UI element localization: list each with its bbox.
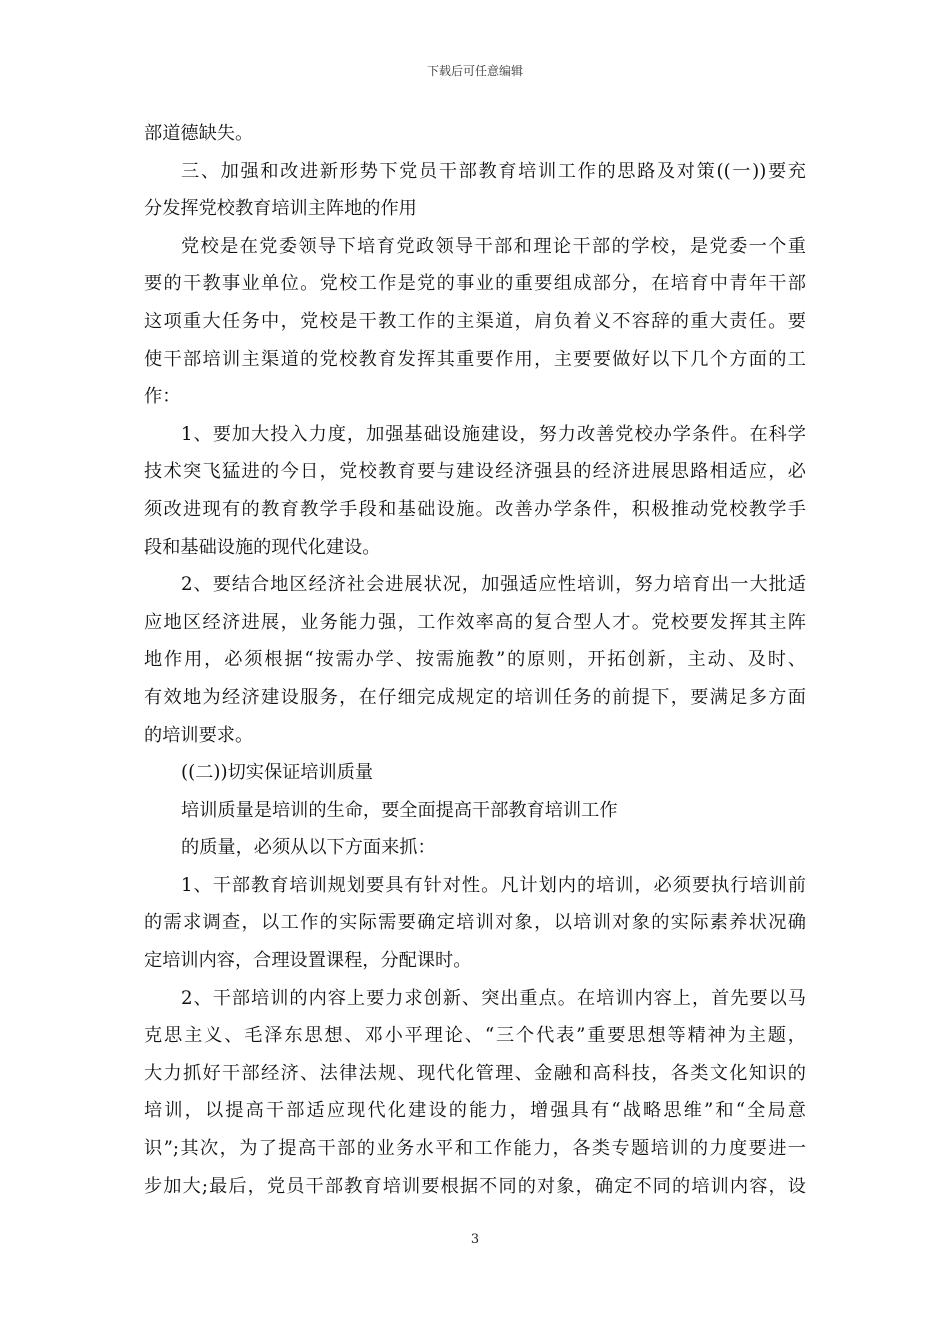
text-line: 须改进现有的教育教学手段和基础设施。改善办学条件，积极推动党校教学手 [144, 498, 806, 520]
text-line: 作： [144, 386, 181, 408]
text-line: 的质量，必须从以下方面来抓： [181, 837, 436, 859]
text-line: 党校是在党委领导下培育党政领导干部和理论干部的学校，是党委一个重 [181, 235, 806, 257]
text-line: 克思主义、毛泽东思想、邓小平理论、“三个代表”重要思想等精神为主题， [144, 1025, 806, 1047]
text-line: 使干部培训主渠道的党校教育发挥其重要作用，主要要做好以下几个方面的工 [144, 348, 806, 370]
text-line: 这项重大任务中，党校是干教工作的主渠道，肩负着义不容辞的重大责任。要 [144, 310, 806, 332]
text-line: 培训，以提高干部适应现代化建设的能力，增强具有“战略思维”和“全局意 [144, 1100, 806, 1122]
text-line: 三、加强和改进新形势下党员干部教育培训工作的思路及对策((一))要充 [181, 160, 806, 182]
text-line: ((二))切实保证培训质量 [181, 762, 374, 784]
text-line: 步加大;最后，党员干部教育培训要根据不同的对象，确定不同的培训内容，设 [144, 1175, 806, 1197]
text-line: 的需求调查，以工作的实际需要确定培训对象，以培训对象的实际素养状况确 [144, 912, 806, 934]
text-line: 部道德缺失。 [144, 123, 254, 144]
text-line: 1、干部教育培训规划要具有针对性。凡计划内的培训，必须要执行培训前 [181, 874, 806, 896]
text-line: 有效地为经济建设服务，在仔细完成规定的培训任务的前提下，要满足多方面 [144, 686, 806, 708]
text-line: 地作用，必须根据“按需办学、按需施教”的原则，开拓创新，主动、及时、 [144, 649, 806, 671]
text-line: 段和基础设施的现代化建设。 [144, 536, 381, 558]
document-body [144, 115, 806, 1205]
text-line: 定培训内容，合理设置课程，分配课时。 [144, 950, 472, 972]
text-line: 应地区经济进展，业务能力强，工作效率高的复合型人才。党校要发挥其主阵 [144, 611, 806, 633]
page-header: 下载后可任意编辑 [426, 64, 523, 78]
text-line: 大力抓好干部经济、法律法规、现代化管理、金融和高科技，各类文化知识的 [144, 1062, 806, 1084]
text-line: 识”;其次，为了提高干部的业务水平和工作能力，各类专题培训的力度要进一 [144, 1138, 806, 1160]
text-line: 要的干教事业单位。党校工作是党的事业的重要组成部分，在培育中青年干部 [144, 273, 806, 295]
text-line: 技术突飞猛进的今日，党校教育要与建设经济强县的经济进展思路相适应，必 [144, 461, 806, 483]
text-line: 1、要加大投入力度，加强基础设施建设，努力改善党校办学条件。在科学 [181, 423, 806, 445]
text-line: 的培训要求。 [144, 724, 254, 746]
text-line: 培训质量是培训的生命，要全面提高干部教育培训工作 [181, 799, 618, 821]
text-line: 分发挥党校教育培训主阵地的作用 [144, 198, 417, 220]
text-line: 2、干部培训的内容上要力求创新、突出重点。在培训内容上，首先要以马 [181, 987, 806, 1009]
page-number: 3 [470, 1232, 480, 1247]
text-line: 2、要结合地区经济社会进展状况，加强适应性培训，努力培育出一大批适 [181, 574, 806, 596]
